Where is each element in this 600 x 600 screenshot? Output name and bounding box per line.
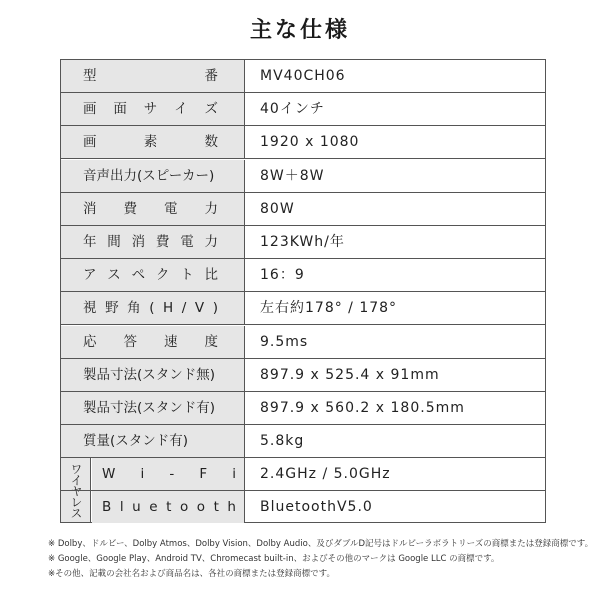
spec-row (61, 160, 545, 193)
spec-value: MV40CH06 (260, 68, 346, 84)
spec-row (61, 259, 545, 292)
spec-table (60, 59, 546, 523)
wireless-row (61, 458, 545, 491)
spec-row (61, 359, 545, 392)
footnote: ※その他、記載の会社名および商品名は、各社の商標または登録商標です。 (48, 569, 335, 579)
spec-value: 左右約178° / 178° (260, 300, 398, 317)
spec-value: 16：9 (260, 267, 305, 284)
footnotes (48, 537, 600, 582)
wireless-group-text: ワイヤレス (69, 462, 83, 518)
footnote: ※ Dolby、ドルビー、Dolby Atmos、Dolby Vision、Dolby Audio、及びダブルD記号はドルビーラボラトリーズの商標または登録商標です。 (48, 539, 594, 549)
wireless-label: W i - F i (92, 458, 245, 490)
spec-value: 80W (260, 200, 295, 217)
spec-row (61, 60, 545, 93)
page-title: 主な仕様 (249, 17, 350, 43)
spec-label: 型 番 (61, 60, 245, 92)
spec-label: 消 費 電 力 (61, 193, 245, 225)
spec-row (61, 392, 545, 425)
wireless-value: BluetoothV5.0 (260, 498, 373, 515)
spec-value: 5.8kg (260, 433, 305, 450)
spec-value: 123KWh/年 (260, 234, 345, 250)
spec-row (61, 93, 545, 126)
spec-label: 製品寸法(スタンド無) (61, 359, 245, 391)
spec-label: 製品寸法(スタンド有) (61, 392, 245, 424)
spec-row (61, 226, 545, 259)
spec-row (61, 292, 545, 325)
spec-label: 音声出力(スピーカー) (61, 160, 245, 192)
footnote: ※ Google、Google Play、Android TV、Chromecast built-in、およびその他のマークは Google LLC の商標です。 (48, 554, 500, 564)
spec-label: 画 素 数 (61, 126, 245, 158)
spec-value: 8W＋8W (260, 167, 325, 184)
spec-value: 897.9 x 525.4 x 91mm (260, 366, 440, 383)
spec-row (61, 326, 545, 359)
spec-label: 視 野 角 ( H / V ) (61, 292, 245, 324)
spec-row (61, 425, 545, 458)
spec-row (61, 126, 545, 159)
spec-label: ア ス ペ ク ト 比 (61, 259, 245, 291)
spec-value: 9.5ms (260, 333, 309, 350)
spec-label: 質量(スタンド有) (61, 425, 245, 457)
wireless-row (61, 491, 545, 523)
spec-value: 40インチ (260, 101, 325, 118)
spec-value: 1920 x 1080 (260, 134, 360, 151)
spec-label: 年 間 消 費 電 力 (61, 226, 245, 258)
spec-label: 画 面 サ イ ズ (61, 93, 245, 125)
spec-value: 897.9 x 560.2 x 180.5mm (260, 400, 465, 416)
wireless-label: B l u e t o o t h (92, 491, 245, 523)
wireless-value: 2.4GHz / 5.0GHz (260, 466, 391, 482)
spec-label: 応 答 速 度 (61, 326, 245, 358)
spec-row (61, 193, 545, 226)
